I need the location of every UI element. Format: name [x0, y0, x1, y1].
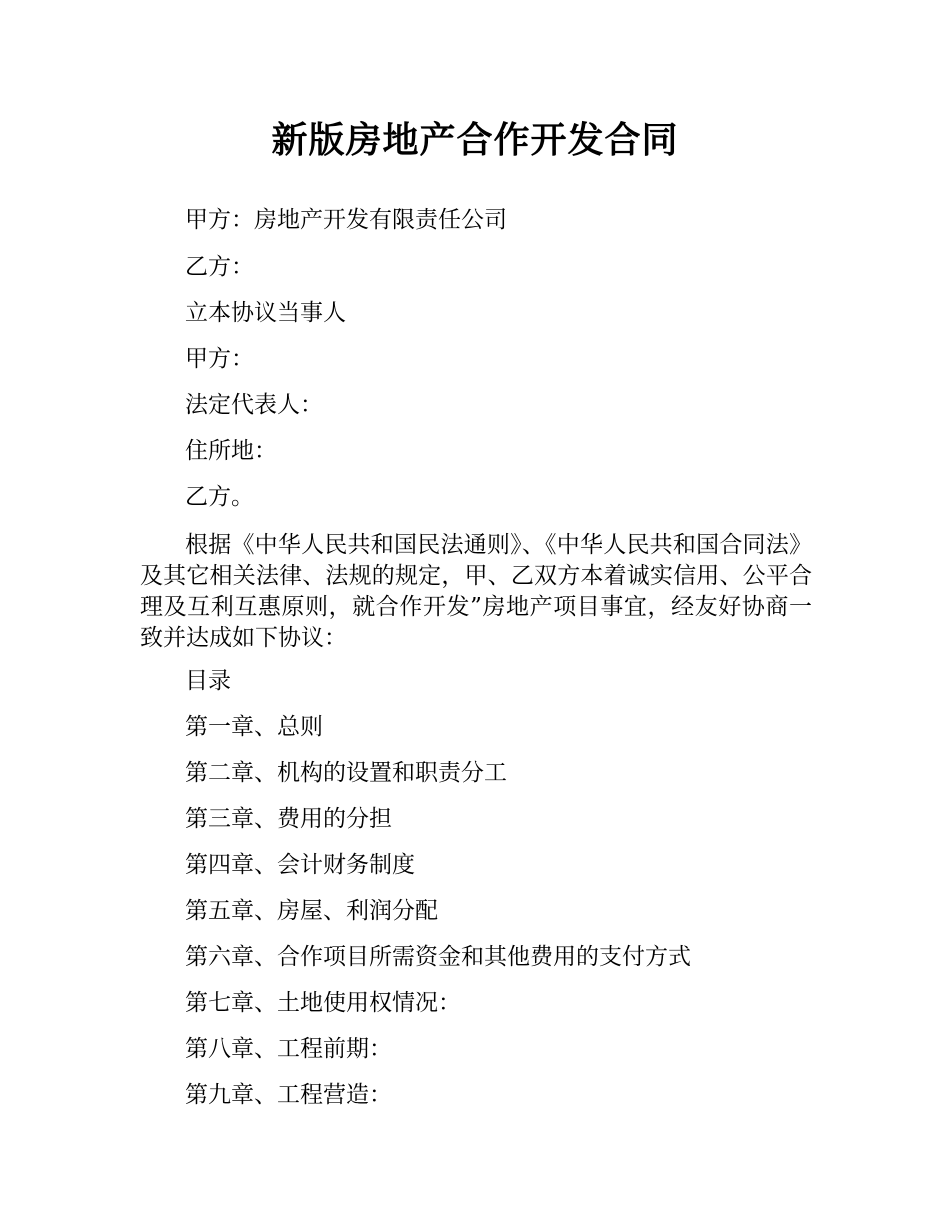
toc-item: 第二章、机构的设置和职责分工 — [185, 760, 507, 786]
address-label: 住所地： — [185, 438, 277, 464]
toc-item: 第七章、土地使用权情况： — [185, 990, 461, 1016]
toc-item: 第一章、总则 — [185, 714, 323, 740]
parties-intro-line: 立本协议当事人 — [185, 300, 346, 326]
preamble-paragraph: 根据《中华人民共和国民法通则》、《中华人民共和国合同法》及其它相关法律、法规的规定，甲、乙双方本着诚实信用、公平合理及互利互惠原则，就合作开发”房地产项目事宜，经友好协商一致并达成如下协议： — [140, 532, 812, 651]
document-title: 新版房地产合作开发合同 — [271, 120, 679, 161]
party-a-line: 甲方：房地产开发有限责任公司 — [185, 207, 507, 233]
legal-representative-label: 法定代表人： — [185, 392, 323, 418]
party-b-line: 乙方： — [185, 254, 254, 280]
toc-item: 第五章、房屋、利润分配 — [185, 898, 438, 924]
toc-item: 第九章、工程营造： — [185, 1082, 392, 1108]
toc-item: 第四章、会计财务制度 — [185, 852, 415, 878]
toc-item: 第六章、合作项目所需资金和其他费用的支付方式 — [185, 944, 691, 970]
toc-heading: 目录 — [185, 668, 231, 694]
toc-item: 第八章、工程前期： — [185, 1036, 392, 1062]
toc-item: 第三章、费用的分担 — [185, 806, 392, 832]
party-b-label: 乙方。 — [185, 484, 254, 510]
party-a-label: 甲方： — [185, 346, 254, 372]
